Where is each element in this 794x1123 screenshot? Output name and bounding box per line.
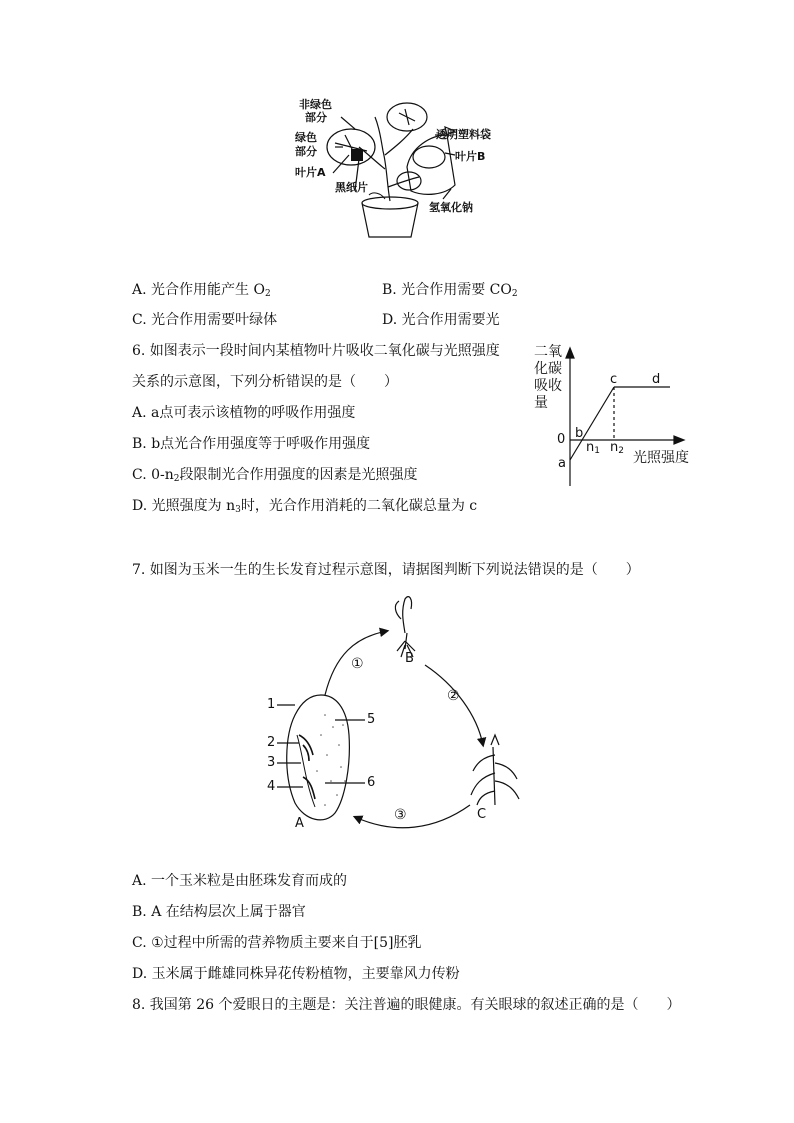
q6-option-d[interactable] (132, 497, 477, 519)
graph-ylabel-line-2: 化碳 (534, 361, 562, 377)
graph-n2-base: n (610, 440, 619, 455)
graph-n1 (586, 440, 600, 456)
q6-option-b[interactable]: B. b点光合作用强度等于呼吸作用强度 (132, 436, 371, 452)
black-paper-shape (351, 149, 363, 161)
stage-a-label: A (295, 816, 304, 831)
q6-stem-line2: 关系的示意图，下列分析错误的是（ ） (132, 374, 398, 390)
graph-origin: 0 (557, 432, 566, 447)
label-non-green-2: 部分 (305, 111, 327, 124)
graph-xlabel: 光照强度 (633, 450, 689, 466)
seedling-shape (403, 597, 412, 633)
q7-option-c[interactable]: C. ①过程中所需的营养物质主要来自于[5]胚乳 (132, 935, 422, 951)
y-axis-arrow (566, 348, 574, 358)
label-bag: 透明塑料袋 (436, 128, 491, 141)
q6-option-d-pre: D. 光照强度为 n (132, 498, 236, 514)
seed-part-1: 1 (267, 697, 276, 712)
q5-option-a[interactable] (132, 281, 271, 303)
q5-option-d[interactable] (382, 311, 500, 329)
q8-stem: 8. 我国第 26 个爱眼日的主题是：关注普遍的眼健康。有关眼球的叙述正确的是（ ） (132, 997, 681, 1013)
q5-option-a-text: 光合作用能产生 O (151, 282, 265, 298)
q6-option-a[interactable]: A. a点可表示该植物的呼吸作用强度 (132, 405, 356, 421)
q6-option-d-post: 时，光合作用消耗的二氧化碳总量为 c (240, 498, 478, 514)
arrow-step-2 (425, 665, 483, 745)
graph-ylabel-line-4: 量 (534, 395, 548, 411)
label-black-paper: 黑纸片 (335, 181, 368, 194)
plant-experiment-figure (295, 95, 495, 243)
x-axis-arrow (674, 436, 684, 444)
q5-option-c-text: 光合作用需要叶绿体 (151, 312, 278, 328)
q6-option-c[interactable] (132, 466, 418, 488)
q6-option-c-pre: C. 0-n (132, 467, 174, 483)
arrow-step-3 (355, 805, 470, 828)
label-green-2: 部分 (295, 145, 317, 158)
step-1-label: ① (351, 656, 364, 672)
stage-b-label: B (405, 651, 414, 666)
co2-light-graph (530, 342, 700, 492)
graph-point-c: c (610, 372, 618, 387)
label-non-green: 非绿色 (299, 98, 332, 111)
q6-stem-line1: 6. 如图表示一段时间内某植物叶片吸收二氧化碳与光照强度 (132, 343, 500, 359)
label-leaf-b: 叶片B (455, 150, 486, 163)
q5-option-a-key: A. (132, 282, 147, 298)
q5-option-c-key: C. (132, 312, 147, 328)
label-leaf-a: 叶片A (295, 166, 326, 179)
graph-ylabel-line-3: 吸收 (534, 378, 562, 394)
label-green: 绿色 (295, 131, 317, 144)
step-3-label: ③ (394, 807, 407, 823)
q7-option-b[interactable]: B. A 在结构层次上属于器官 (132, 904, 306, 920)
q5-option-d-text: 光合作用需要光 (401, 312, 500, 328)
q5-option-b[interactable] (382, 281, 518, 303)
seed-part-2: 2 (267, 735, 276, 750)
q7-option-d[interactable]: D. 玉米属于雌雄同株异花传粉植物，主要靠风力传粉 (132, 966, 460, 982)
graph-ylabel (534, 344, 562, 412)
corn-lifecycle-svg (255, 585, 545, 835)
label-naoh: 氢氧化钠 (429, 201, 473, 214)
q7-stem: 7. 如图为玉米一生的生长发育过程示意图，请据图判断下列说法错误的是（ ） (132, 562, 640, 578)
q5-option-a-sub: 2 (264, 289, 271, 299)
q7-option-a[interactable]: A. 一个玉米粒是由胚珠发育而成的 (132, 873, 348, 889)
q5-option-c[interactable] (132, 311, 277, 329)
q6-option-c-post: 段限制光合作用强度的因素是光照强度 (179, 467, 418, 483)
q6-option-d-sub: 3 (235, 505, 241, 515)
q5-option-d-key: D. (382, 312, 398, 328)
q5-option-b-text: 光合作用需要 CO (401, 282, 512, 298)
seed-part-6: 6 (367, 775, 376, 790)
seed-part-3: 3 (267, 755, 276, 770)
graph-n2-sub: 2 (618, 446, 624, 456)
corn-lifecycle-diagram (255, 585, 545, 835)
stage-c-label: C (477, 807, 487, 822)
seed-part-5: 5 (367, 712, 376, 727)
graph-point-d: d (652, 372, 661, 387)
graph-n2 (610, 440, 624, 456)
q5-option-b-sub: 2 (511, 289, 518, 299)
graph-point-a: a (558, 456, 566, 471)
seed-part-4: 4 (267, 779, 276, 794)
graph-n1-sub: 1 (594, 446, 600, 456)
graph-point-b: b (575, 426, 584, 441)
step-2-label: ② (447, 688, 460, 704)
q6-option-c-sub: 2 (173, 474, 180, 484)
corn-seed-shape (287, 695, 350, 820)
graph-ylabel-line-1: 二氧 (534, 344, 562, 360)
q5-option-b-key: B. (382, 282, 397, 298)
graph-n1-base: n (586, 440, 595, 455)
